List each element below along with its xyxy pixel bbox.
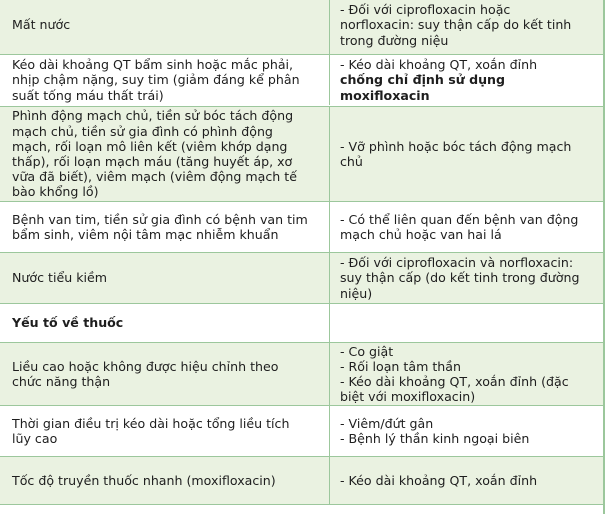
empty-cell <box>330 304 603 342</box>
effect-line: - Có thể liên quan đến bệnh van động <box>340 211 579 227</box>
factor-line: Liều cao hoặc không được hiệu chỉnh theo <box>12 358 279 374</box>
effect-line: trong đường niệu <box>340 32 449 48</box>
factor-line: lũy cao <box>12 431 58 446</box>
factor-cell <box>0 406 330 456</box>
effect-cell <box>330 343 603 405</box>
effect-line: niệu) <box>340 285 373 301</box>
factor-cell <box>0 343 330 405</box>
effect-cell <box>330 0 603 54</box>
factor-line: nhịp chậm nặng, suy tim (giảm đáng kể phân <box>12 72 300 88</box>
factor-cell <box>0 457 330 504</box>
factor-cell <box>0 0 330 54</box>
table-row <box>0 253 603 303</box>
effect-line: - Co giật <box>340 343 394 359</box>
section-heading: Yếu tố về thuốc <box>12 315 124 331</box>
effect-line: chủ <box>340 154 363 169</box>
factor-line: bẩm sinh, viêm nội tâm mạc nhiễm khuẩn <box>12 227 279 242</box>
factor-line: Kéo dài khoảng QT bẩm sinh hoặc mắc phải, <box>12 57 294 73</box>
factor-line: mạch chủ, tiền sử gia đình có phình động <box>12 123 273 139</box>
table-row <box>0 406 603 456</box>
row-divider <box>0 504 603 505</box>
factor-cell <box>0 55 330 105</box>
effect-line: mạch chủ hoặc van hai lá <box>340 227 502 242</box>
factor-cell <box>0 202 330 252</box>
factor-line: suất tống máu thất trái) <box>12 87 164 103</box>
effect-line: - Bệnh lý thần kinh ngoại biên <box>340 431 530 446</box>
effect-cell <box>330 253 603 303</box>
effect-line: - Đối với ciprofloxacin và norfloxacin: <box>340 255 574 271</box>
effect-line: biệt với moxifloxacin) <box>340 389 476 405</box>
effect-line: - Rối loạn tâm thần <box>340 358 461 374</box>
factor-line: bào khổng lồ) <box>12 184 99 200</box>
effect-line: suy thận cấp (do kết tinh trong đường <box>340 270 580 286</box>
effect-cell <box>330 406 603 456</box>
table-row <box>0 107 603 201</box>
effect-line: - Kéo dài khoảng QT, xoắn đỉnh (đặc <box>340 374 569 389</box>
factor-line: Mất nước <box>12 17 71 33</box>
factor-line: Bệnh van tim, tiền sử gia đình có bệnh van tim <box>12 211 308 227</box>
section-header-row <box>0 304 603 342</box>
table-row <box>0 457 603 504</box>
factor-cell <box>0 107 330 201</box>
table-row <box>0 0 603 54</box>
effect-line: - Vỡ phình hoặc bóc tách động mạch <box>340 138 572 154</box>
effect-line: - Đối với ciprofloxacin hoặc <box>340 2 511 18</box>
factor-line: Tốc độ truyền thuốc nhanh (moxifloxacin) <box>12 472 276 488</box>
contraindication-text: chống chỉ định sử dụng <box>340 72 506 88</box>
factor-cell <box>0 253 330 303</box>
factor-line: mạch, rối loạn mô liên kết (viêm khớp dạng <box>12 138 288 154</box>
factor-line: Thời gian điều trị kéo dài hoặc tổng liều tích <box>12 415 290 431</box>
effect-cell <box>330 107 603 201</box>
factor-line: vữa đã biết), viêm mạch (viêm động mạch tế <box>12 169 297 185</box>
effect-line: - Viêm/đứt gân <box>340 415 434 431</box>
effect-cell <box>330 55 603 105</box>
table-row <box>0 343 603 405</box>
factor-line: thấp), rối loạn mạch máu (tăng huyết áp, xơ <box>12 154 293 169</box>
section-header-cell <box>0 304 330 342</box>
effect-line: norfloxacin: suy thận cấp do kết tinh <box>340 17 572 33</box>
effect-cell <box>330 457 603 504</box>
factor-line: chức năng thận <box>12 374 111 389</box>
effect-line: - Kéo dài khoảng QT, xoắn đỉnh <box>340 472 538 488</box>
effect-cell <box>330 202 603 252</box>
factor-line: Phình động mạch chủ, tiền sử bóc tách động <box>12 108 294 124</box>
table-row <box>0 202 603 252</box>
factor-line: Nước tiểu kiềm <box>12 270 108 286</box>
table-row <box>0 55 603 105</box>
effect-line: - Kéo dài khoảng QT, xoắn đỉnh <box>340 57 538 73</box>
contraindication-text: moxifloxacin <box>340 87 430 103</box>
